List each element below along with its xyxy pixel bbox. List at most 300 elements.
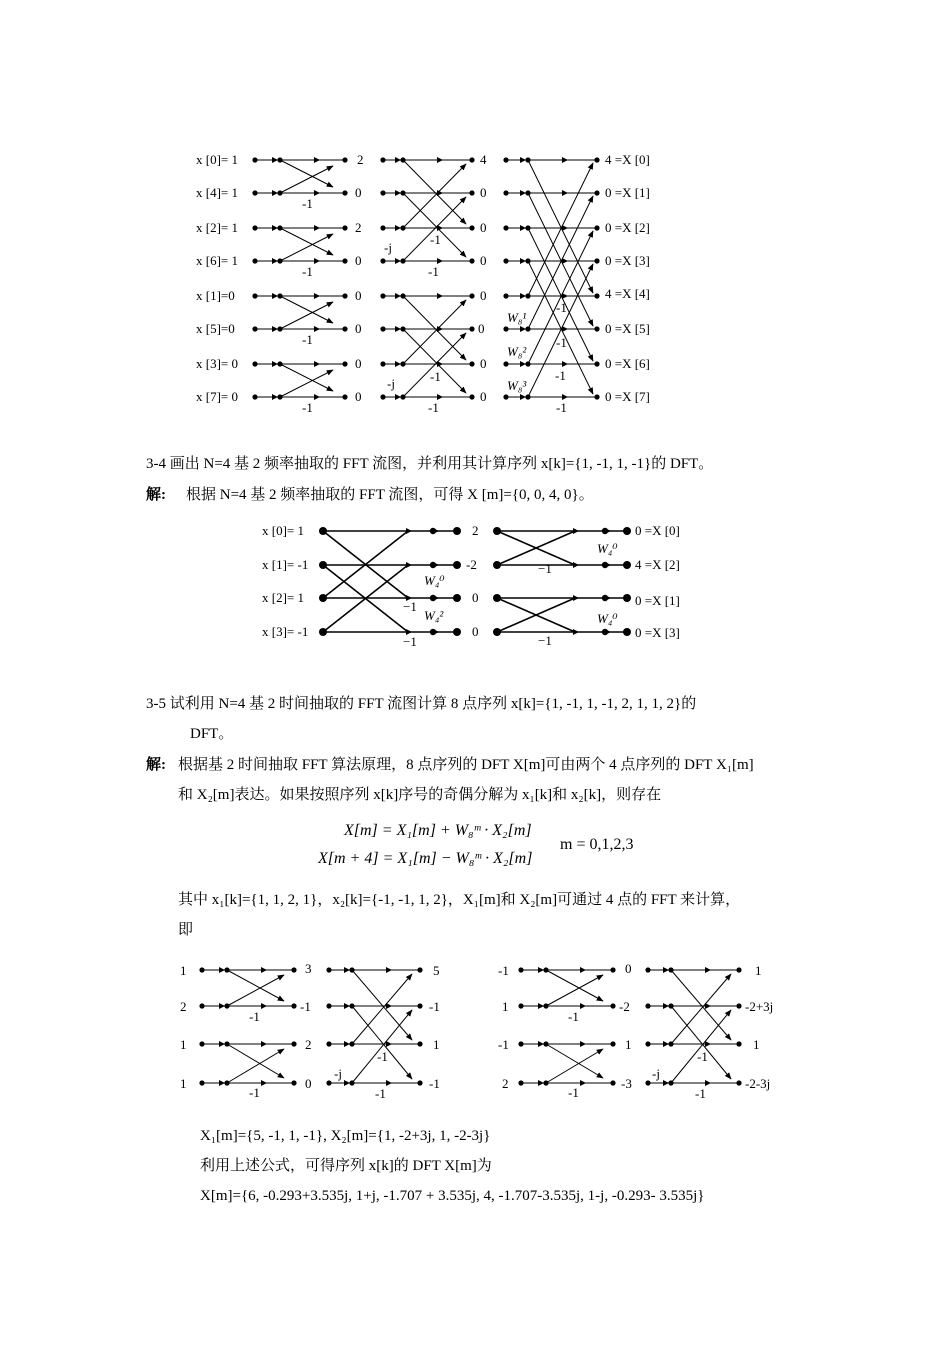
node-dot — [349, 1041, 354, 1046]
node-dot — [668, 1080, 673, 1085]
node-dot — [252, 225, 257, 230]
branch-line — [227, 1049, 284, 1083]
arrow-head — [580, 1080, 586, 1086]
input-label: x [1]= -1 — [262, 557, 309, 572]
branch-line — [403, 300, 466, 364]
arrow-head — [573, 528, 579, 534]
arrow-head — [562, 190, 568, 196]
input-label: x [2]= 1 — [196, 220, 238, 235]
arrow-head — [663, 967, 669, 973]
arrow-head — [573, 595, 579, 601]
arrow-head — [520, 157, 526, 163]
twiddle-label: W₈¹ — [507, 310, 527, 325]
node-dot — [291, 1003, 296, 1008]
minus-one-label: -1 — [375, 1086, 386, 1101]
branch-line — [528, 163, 593, 296]
output-label: 4 =X [4] — [605, 286, 650, 301]
branch-line — [546, 975, 603, 1006]
node-dot — [525, 258, 530, 263]
node-dot — [525, 190, 530, 195]
node-dot — [503, 157, 508, 162]
arrow-head — [386, 1080, 392, 1086]
x2-output: -2+3j — [745, 999, 774, 1014]
arrow-head — [562, 258, 568, 264]
twiddle-label: W₈² — [507, 344, 527, 359]
output-label: 0 =X [0] — [635, 523, 680, 538]
arrow-head — [395, 394, 401, 400]
output-label: 0 =X [1] — [605, 185, 650, 200]
minus-one-label: -1 — [556, 335, 567, 350]
node-dot — [277, 326, 282, 331]
input-label: x [2]= 1 — [262, 590, 304, 605]
x2-output: -2-3j — [745, 1076, 771, 1091]
arrow-head — [314, 361, 320, 367]
arrow-head — [272, 157, 278, 163]
node-dot — [525, 326, 530, 331]
arrow-head — [520, 190, 526, 196]
minus-one-label: -1 — [430, 369, 441, 384]
arrow-head — [562, 157, 568, 163]
node-dot — [469, 361, 474, 366]
node-dot — [319, 594, 327, 602]
minus-one-label: -1 — [302, 196, 313, 211]
branch-line — [546, 1049, 603, 1083]
minus-one-label: -1 — [249, 1009, 260, 1024]
minus-one-label: -1 — [428, 264, 439, 279]
fft4-dif-flow-graph — [0, 515, 952, 655]
node-dot — [610, 1003, 615, 1008]
x1-output: 5 — [433, 963, 440, 978]
arrow-head — [344, 967, 350, 973]
node-dot — [503, 293, 508, 298]
minus-one-label: -1 — [556, 400, 567, 415]
node-dot — [417, 967, 422, 972]
arrow-head — [520, 258, 526, 264]
output-label: 0 =X [7] — [605, 389, 650, 404]
after-eq-line1: 其中 x₁[k]={1, 1, 2, 1}，x₂[k]={-1, -1, 1, 2}，X₁[m]和 X₂[m]可通过 4 点的 FFT 来计算， — [178, 892, 741, 908]
branch-line — [671, 974, 731, 1044]
minus-one-label: -1 — [568, 1085, 579, 1100]
minus-one-label: −1 — [538, 561, 552, 576]
input-label: x [4]= 1 — [196, 185, 238, 200]
node-dot — [252, 258, 257, 263]
stage1-value: 0 — [355, 288, 362, 303]
node-dot — [326, 967, 331, 972]
node-dot — [277, 258, 282, 263]
node-dot — [453, 527, 461, 535]
node-dot — [645, 1003, 650, 1008]
x1-mid: 3 — [305, 961, 312, 976]
arrow-head — [272, 225, 278, 231]
node-dot — [610, 1041, 615, 1046]
branch-line — [352, 1010, 412, 1083]
arrow-head — [663, 1003, 669, 1009]
node-dot — [518, 967, 523, 972]
fft8-flow-graph — [0, 140, 952, 420]
stage1-value: 2 — [357, 152, 364, 167]
node-dot — [252, 394, 257, 399]
arrow-head — [580, 1041, 586, 1047]
x2-mid: 0 — [625, 961, 632, 976]
x2-input: -1 — [498, 1037, 509, 1052]
node-dot — [252, 157, 257, 162]
x2-mid: -2 — [619, 999, 630, 1014]
node-dot — [417, 1003, 422, 1008]
node-dot — [199, 1080, 204, 1085]
branch-line — [403, 333, 466, 397]
node-dot — [602, 595, 608, 601]
branch-line — [280, 234, 333, 261]
node-dot — [342, 157, 347, 162]
branch-line — [280, 166, 333, 193]
x2-input: 2 — [502, 1076, 509, 1091]
node-dot — [400, 394, 405, 399]
arrow-head — [272, 361, 278, 367]
branch-line — [671, 1010, 731, 1083]
arrow-head — [395, 225, 401, 231]
output-label: 0 =X [5] — [605, 321, 650, 336]
arrow-head — [314, 293, 320, 299]
node-dot — [224, 1041, 229, 1046]
node-dot — [493, 594, 501, 602]
x1-input: 1 — [180, 963, 187, 978]
minus-j-label: -j — [652, 1066, 660, 1081]
node-dot — [453, 628, 461, 636]
branch-line — [280, 228, 333, 255]
arrow-head — [314, 258, 320, 264]
stage2-value: 0 — [480, 389, 487, 404]
stage1-value: 0 — [355, 253, 362, 268]
equation-2: X[m + 4] = X₁[m] − W₈ᵐ · X₂[m] — [318, 850, 533, 867]
node-dot — [645, 1080, 650, 1085]
node-dot — [594, 326, 599, 331]
x1-mid: 0 — [305, 1076, 312, 1091]
arrow-head — [562, 225, 568, 231]
arrow-head — [573, 562, 579, 568]
node-dot — [349, 967, 354, 972]
node-dot — [623, 527, 631, 535]
arrow-head — [705, 1003, 711, 1009]
node-dot — [469, 258, 474, 263]
arrow-head — [261, 1080, 267, 1086]
node-dot — [736, 1003, 741, 1008]
node-dot — [277, 157, 282, 162]
arrow-head — [314, 225, 320, 231]
node-dot — [326, 1003, 331, 1008]
arrow-head — [344, 1080, 350, 1086]
node-dot — [400, 157, 405, 162]
node-dot — [430, 595, 436, 601]
x1-output: -1 — [429, 999, 440, 1014]
node-dot — [430, 562, 436, 568]
solution-label: 解: — [146, 487, 166, 503]
node-dot — [252, 293, 257, 298]
node-dot — [469, 157, 474, 162]
node-dot — [349, 1003, 354, 1008]
node-dot — [277, 190, 282, 195]
mid-value: 0 — [472, 590, 479, 605]
node-dot — [602, 528, 608, 534]
stage2-value: 0 — [480, 220, 487, 235]
node-dot — [326, 1080, 331, 1085]
arrow-head — [520, 326, 526, 332]
branch-line — [352, 970, 412, 1040]
arrow-head — [705, 1041, 711, 1047]
node-dot — [453, 561, 461, 569]
branch-line — [280, 296, 333, 323]
arrow-head — [272, 190, 278, 196]
problem-3-5-title-line1: 3-5 试利用 N=4 基 2 时间抽取的 FFT 流图计算 8 点序列 x[k]={1, -1, 1, -1, 2, 1, 1, 2}的 — [146, 696, 697, 712]
minus-one-label: −1 — [403, 599, 417, 614]
node-dot — [594, 190, 599, 195]
arrow-head — [272, 293, 278, 299]
mid-value: 0 — [472, 624, 479, 639]
node-dot — [503, 326, 508, 331]
node-dot — [277, 361, 282, 366]
node-dot — [736, 1080, 741, 1085]
input-label: x [1]=0 — [196, 288, 235, 303]
arrow-head — [219, 1003, 225, 1009]
stage1-value: 0 — [355, 356, 362, 371]
x1-output: -1 — [429, 1076, 440, 1091]
node-dot — [594, 293, 599, 298]
arrow-head — [314, 394, 320, 400]
node-dot — [736, 1041, 741, 1046]
result-x1-x2: X₁[m]={5, -1, 1, -1}, X₂[m]={1, -2+3j, 1, -2-3j} — [200, 1128, 491, 1144]
arrow-head — [395, 361, 401, 367]
arrow-head — [314, 157, 320, 163]
arrow-head — [395, 258, 401, 264]
x2-mid: -3 — [621, 1076, 632, 1091]
branch-line — [280, 364, 333, 391]
node-dot — [543, 1003, 548, 1008]
node-dot — [668, 1003, 673, 1008]
arrow-head — [538, 1041, 544, 1047]
arrow-head — [395, 326, 401, 332]
branch-line — [403, 296, 466, 360]
node-dot — [400, 258, 405, 263]
node-dot — [493, 527, 501, 535]
arrow-head — [272, 258, 278, 264]
node-dot — [319, 628, 327, 636]
node-dot — [380, 258, 385, 263]
branch-line — [403, 193, 466, 257]
twiddle-label: W₄² — [424, 608, 444, 623]
x2-mid: 1 — [625, 1037, 632, 1052]
output-label: 0 =X [1] — [635, 593, 680, 608]
node-dot — [252, 326, 257, 331]
twiddle-label: W₄⁰ — [597, 611, 618, 626]
equation-range: m = 0,1,2,3 — [560, 836, 634, 853]
result-final-dft: X[m]={6, -0.293+3.535j, 1+j, -1.707 + 3.535j, 4, -1.707-3.535j, 1-j, -0.293- 3.535j} — [200, 1188, 705, 1204]
arrow-head — [520, 225, 526, 231]
input-label: x [3]= 0 — [196, 356, 238, 371]
minus-one-label: -1 — [302, 264, 313, 279]
node-dot — [493, 561, 501, 569]
arrow-head — [437, 258, 443, 264]
stage2-value: 0 — [480, 185, 487, 200]
arrow-head — [395, 190, 401, 196]
node-dot — [594, 361, 599, 366]
node-dot — [199, 1041, 204, 1046]
node-dot — [668, 967, 673, 972]
arrow-head — [538, 1003, 544, 1009]
stage2-value: 0 — [480, 356, 487, 371]
twiddle-label: W₄⁰ — [424, 573, 445, 588]
solution-3-5-line1: 根据基 2 时间抽取 FFT 算法原理，8 点序列的 DFT X[m]可由两个 4 点序列的 DFT X₁[m] — [178, 757, 754, 773]
twiddle-label: W₄⁰ — [597, 541, 618, 556]
arrow-head — [272, 326, 278, 332]
node-dot — [503, 394, 508, 399]
arrow-head — [663, 1080, 669, 1086]
arrow-head — [520, 293, 526, 299]
arrow-head — [261, 1003, 267, 1009]
node-dot — [342, 326, 347, 331]
node-dot — [469, 225, 474, 230]
input-label: x [5]=0 — [196, 321, 235, 336]
problem-3-4-title: 3-4 画出 N=4 基 2 频率抽取的 FFT 流图，并利用其计算序列 x[k]={1, -1, 1, -1}的 DFT。 — [146, 456, 714, 472]
node-dot — [453, 594, 461, 602]
node-dot — [503, 225, 508, 230]
stage2-value: 0 — [478, 321, 485, 336]
arrow-head — [261, 967, 267, 973]
branch-line — [403, 164, 466, 228]
minus-one-label: -1 — [428, 400, 439, 415]
node-dot — [602, 562, 608, 568]
node-dot — [342, 258, 347, 263]
node-dot — [342, 190, 347, 195]
output-label: 0 =X [2] — [605, 220, 650, 235]
fft4-dit-flow-graphs — [0, 955, 952, 1105]
node-dot — [503, 190, 508, 195]
arrow-head — [705, 1080, 711, 1086]
arrow-head — [219, 967, 225, 973]
node-dot — [623, 561, 631, 569]
output-label: 0 =X [3] — [635, 625, 680, 640]
node-dot — [543, 1041, 548, 1046]
node-dot — [252, 361, 257, 366]
minus-one-label: -1 — [695, 1086, 706, 1101]
twiddle-label: W₈³ — [507, 378, 527, 393]
node-dot — [277, 225, 282, 230]
node-dot — [400, 361, 405, 366]
branch-line — [403, 197, 466, 261]
node-dot — [594, 258, 599, 263]
minus-one-label: -1 — [302, 400, 313, 415]
node-dot — [525, 361, 530, 366]
after-eq-line2: 即 — [178, 922, 194, 938]
node-dot — [417, 1041, 422, 1046]
node-dot — [224, 967, 229, 972]
minus-j-label: -j — [334, 1066, 342, 1081]
node-dot — [199, 1003, 204, 1008]
node-dot — [525, 293, 530, 298]
x1-output: 1 — [433, 1037, 440, 1052]
solution-label: 解: — [146, 757, 166, 773]
x2-output: 1 — [755, 963, 762, 978]
minus-one-label: -1 — [697, 1049, 708, 1064]
branch-line — [671, 970, 731, 1040]
arrow-head — [437, 394, 443, 400]
input-label: x [3]= -1 — [262, 624, 309, 639]
minus-one-label: −1 — [403, 634, 417, 649]
arrow-head — [314, 326, 320, 332]
input-label: x [7]= 0 — [196, 389, 238, 404]
output-label: 0 =X [6] — [605, 356, 650, 371]
arrow-head — [437, 293, 443, 299]
branch-line — [403, 160, 466, 224]
branch-line — [227, 1044, 284, 1078]
node-dot — [291, 1041, 296, 1046]
node-dot — [736, 967, 741, 972]
arrow-head — [406, 562, 412, 568]
node-dot — [469, 394, 474, 399]
node-dot — [525, 157, 530, 162]
arrow-head — [663, 1041, 669, 1047]
node-dot — [594, 225, 599, 230]
node-dot — [623, 594, 631, 602]
stage1-value: 0 — [355, 185, 362, 200]
node-dot — [277, 293, 282, 298]
x1-mid: -1 — [300, 999, 311, 1014]
arrow-head — [580, 1003, 586, 1009]
solution-3-5-line2: 和 X₂[m]表达。如果按照序列 x[k]序号的奇偶分解为 x₁[k]和 x₂[k]，则存在 — [178, 787, 662, 803]
arrow-head — [520, 361, 526, 367]
node-dot — [610, 967, 615, 972]
input-label: x [6]= 1 — [196, 253, 238, 268]
node-dot — [610, 1080, 615, 1085]
node-dot — [645, 1041, 650, 1046]
arrow-head — [562, 326, 568, 332]
node-dot — [199, 967, 204, 972]
node-dot — [594, 394, 599, 399]
branch-line — [280, 160, 333, 187]
node-dot — [493, 628, 501, 636]
output-label: 4 =X [2] — [635, 557, 680, 572]
node-dot — [400, 326, 405, 331]
node-dot — [380, 157, 385, 162]
arrow-head — [344, 1003, 350, 1009]
solution-3-4-text: 根据 N=4 基 2 频率抽取的 FFT 流图，可得 X [m]={0, 0, 4, 0}。 — [186, 487, 594, 503]
arrow-head — [520, 394, 526, 400]
node-dot — [525, 225, 530, 230]
branch-line — [546, 970, 603, 1001]
branch-line — [671, 1006, 731, 1079]
node-dot — [623, 628, 631, 636]
node-dot — [417, 1080, 422, 1085]
mid-value: -2 — [466, 557, 477, 572]
problem-3-5-title-line2: DFT。 — [190, 726, 234, 742]
node-dot — [518, 1003, 523, 1008]
node-dot — [380, 394, 385, 399]
node-dot — [518, 1080, 523, 1085]
node-dot — [342, 293, 347, 298]
minus-one-label: -1 — [302, 332, 313, 347]
node-dot — [291, 967, 296, 972]
node-dot — [342, 361, 347, 366]
arrow-head — [580, 967, 586, 973]
node-dot — [380, 190, 385, 195]
output-label: 4 =X [0] — [605, 152, 650, 167]
x1-input: 1 — [180, 1076, 187, 1091]
stage2-value: 0 — [480, 288, 487, 303]
minus-j-label: -j — [384, 240, 392, 255]
arrow-head — [395, 157, 401, 163]
minus-one-label: -1 — [430, 232, 441, 247]
arrow-head — [314, 190, 320, 196]
stage2-value: 0 — [480, 253, 487, 268]
output-label: 0 =X [3] — [605, 253, 650, 268]
